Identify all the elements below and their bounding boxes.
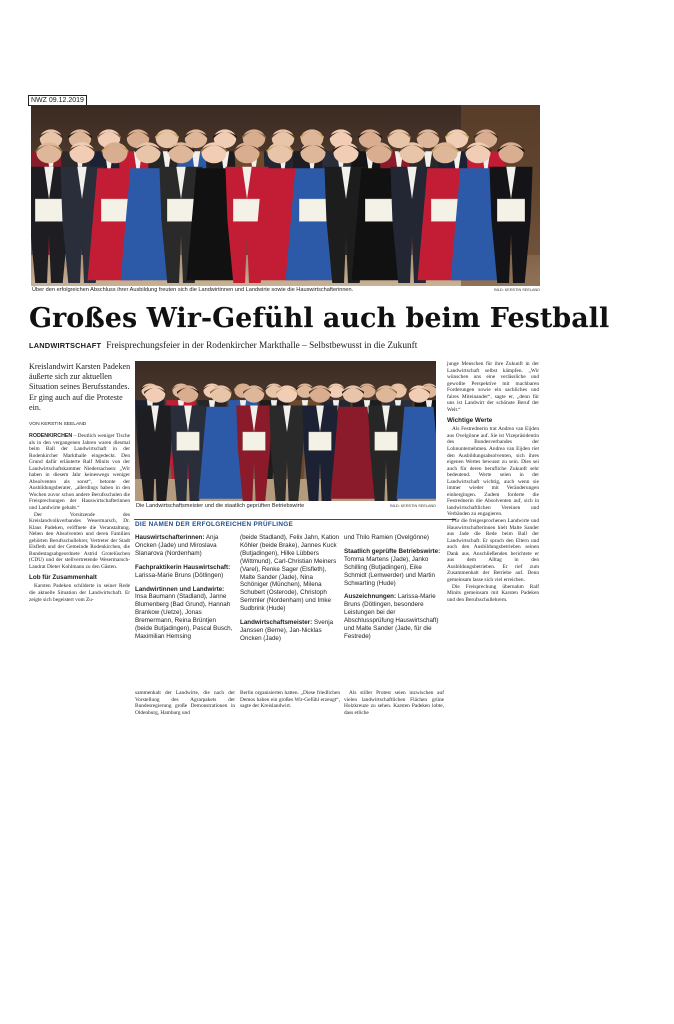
kicker-text: Freisprechungsfeier in der Rodenkircher Markthalle – Selbstbewusst in die Zukunft (106, 341, 418, 351)
kicker (29, 340, 549, 352)
names-label: Landwirtschaftsmeister: (240, 619, 313, 627)
paragraph: Berlin organisierten hatten. „Diese friedlichen Demos haben ein großes Wir-Gefühl erzeugt“, sagte der Kreislandwirt. (240, 690, 340, 710)
names-text: Tomma Martens (Jade), Janko Schilling (Butjadingen), Eike Schmidt (Lemwerder) und Martin Schwarting (Hude) (344, 555, 436, 587)
middle-photo-caption: Die Landwirtschaftsmeister und die staatlich geprüften Betriebswirte (136, 503, 305, 509)
names-group (135, 534, 235, 558)
middle-photo-credit: BILD: KERSTIN SEELAND (390, 504, 436, 508)
paragraph (29, 433, 130, 512)
top-photo-credit: BILD: KERSTIN SEELAND (494, 288, 540, 292)
author-line: VON KERSTIN SEELAND (29, 422, 87, 427)
names-text: Larissa-Marie Bruns (Dötlingen, besondere Leistungen bei der Abschlussprüfung Hauswirtschaft) und Malte Sander (Jade, für die Festrede) (344, 593, 439, 640)
article-column-2 (135, 690, 235, 716)
names-group (135, 564, 235, 580)
names-label: Staatlich geprüfte Betriebswirte: (344, 547, 441, 555)
subheading: Lob für Zusammenhalt (29, 574, 97, 582)
article-column-right (447, 361, 539, 603)
names-box-heading: DIE NAMEN DER ERFOLGREICHEN PRÜFLINGE (135, 521, 294, 528)
names-group (240, 619, 340, 643)
teaser: Kreislandwirt Karsten Padeken äußerte sich zur aktuellen Situation seines Berufsstandes. Er ging auch auf die Proteste ein. (29, 362, 131, 412)
group-photo-top (31, 105, 540, 286)
names-text: Insa Baumann (Stadland), Janne Blumenberg (Bad Grund), Hannah Brankow (Uetze), Jonas Bremermann, Reina Brüntjen (beide Butjadingen), Pascal Busch, Maximilian Hemsing (135, 593, 233, 640)
paragraph: Die Freisprechung übernahm Ralf Minits gemeinsam mit Karsten Padeken und den Berufsschullehrern. (447, 583, 539, 603)
names-group (240, 534, 340, 613)
group-photo-middle (135, 361, 436, 501)
names-group (344, 534, 444, 542)
paragraph: Als Festrednerin trat Andrea van Eijden aus Ovelgönne auf. Sie ist Vizepräsidentin des Bundesverbandes der Lohnunternehmen. Andrea van Eijden riet den Ausbildungsabsolventen, sich ihres eigenen Wertes bewusst zu sein. Dies sei auch für deren berufliche Zukunft sehr bedeutend. Werte seien in der Landwirtschaft wichtig, auch wenn sie immer wieder mit Veränderungen einhergingen. Zudem forderte die Festrednerin die Absolventen auf, sich in landwirtschaftlichen Vereinen und Verbänden zu engagieren. (447, 426, 539, 518)
names-label: Auszeichnungen: (344, 593, 397, 601)
paragraph: junge Menschen für ihre Zukunft in der Landwirtschaft selbst kämpfen. „Wir wünschen uns eine verlässliche und gewollte Perspektive mit machbaren Forderungen sowie ein sachliches und faires Miteinander“, sagte er, „denn für uns ist Landwirt der schönste Beruf der Welt.“ (447, 361, 539, 413)
dateline: RODENKIRCHEN (29, 433, 73, 439)
names-text: (beide Stadland), Felix Jahn, Kation Köhler (beide Brake), Jannes Kuck (Butjadingen), Hilke Lübbers (Wittmund), Carl-Christian Meiners (Varel), Renke Sager (Elsfleth), Malte Sander (Jade), Nina Schöniger (München), Milena Schubert (Osterode), Christoph Semmler (Nordenham) und Imke Sudbrink (Hude) (240, 534, 340, 613)
box-divider (134, 519, 456, 520)
article-column-1 (29, 433, 130, 603)
names-column-2 (240, 534, 340, 649)
paragraph-text: – Deutlich weniger Tische als in den vergangenen Jahren waren diesmal beim Ball der Landwirtschaft in der Rodenkircher Markthalle eingedeckt. Den Grund dafür erläuterte Ralf Minits von der Landwirtschaftskammer Niedersachsen: „Wir haben in diesem Jahr keineswegs weniger Absolventen als sonst“, betonte der Ausbildungsberater, „allerdings haben in den Wochen zuvor schon andere Berufsschulen die Freisprechungen der Hauswirtschafterinnen und Landwirte gehabt.“ (29, 433, 130, 512)
names-text: Larissa-Marie Bruns (Dötlingen) (135, 571, 224, 579)
names-text: Svenja Janssen (Berne), Jan-Nicklas Oncken (Jade) (240, 619, 334, 642)
names-text: und Thilo Ramien (Ovelgönne) (344, 534, 430, 541)
paragraph: sammenhalt der Landwirte, die nach der Vorstellung des Agrarpakets der Bundesregierung große Demonstrationen in Oldenburg, Hamburg und (135, 690, 235, 716)
article-column-3 (240, 690, 340, 710)
paragraph: Als stiller Protest seien inzwischen auf vielen landwirtschaftlichen Flächen grüne Holzkreuze zu sehen. Karsten Padeken lobte, dass etliche (344, 690, 444, 716)
names-column-3 (344, 534, 444, 647)
names-label: Hauswirtschafterinnen: (135, 534, 205, 541)
subheading: Wichtige Werte (447, 417, 493, 425)
group-photo-middle-graphic (135, 361, 436, 501)
names-label: Landwirtinnen und Landwirte: (135, 585, 225, 593)
names-group (344, 593, 444, 640)
names-text: Anja Oncken (Jade) und Miroslava Slanarova (Nordenham) (135, 534, 219, 557)
paragraph: Karsten Padeken schilderte in seiner Rede die aktuelle Situation der Landwirtschaft. Er zeigte sich begeistert vom Zu- (29, 583, 130, 603)
group-photo-graphic (31, 105, 540, 286)
names-label: Fachpraktikerin Hauswirtschaft: (135, 563, 231, 571)
paragraph: Der Vorsitzende des Kreislandvolkverbandes Wesermarsch, Dr. Klaus Padeken, eröffnete die Veranstaltung. Neben den Absolventen und deren Familien gehörten Berufsschullehrer, Vertreter der Stadt Elsfleth und der Gemeinde Rodenkirchen, die Bundestagsabgeordnete Astrid Grotelüschen (CDU) und der stellvertretende Wesermarsch-Landrat Dieter Kohlmann zu den Gästen. (29, 511, 130, 570)
names-group (135, 586, 235, 641)
top-photo-caption: Über den erfolgreichen Abschluss ihrer Ausbildung freuten sich die Landwirtinnen und Landwirte sowie die Hauswirtschafterinnen. (32, 287, 354, 293)
date-tag: NWZ 09.12.2019 (28, 95, 87, 106)
kicker-keyword: LANDWIRTSCHAFT (29, 341, 102, 350)
article-column-4 (344, 690, 444, 716)
headline: Großes Wir-Gefühl auch beim Festball (29, 303, 610, 334)
paragraph: Für die freigesprochenen Landwirte und Hauswirtschafterinnen hielt Malte Sander aus Jade die Rede beim Ball der Landwirtschaft. Er sprach den Eltern und auch den Ausbildungsbetrieben seinen Dank aus. Anschließenden berichtete er aus dem Alltag in den Ausbildungsbetrieben. Er rief zum Zusammenhalt der Betriebe auf. Denn gemeinsam lasse sich viel erreichen. (447, 518, 539, 583)
names-column-1 (135, 534, 235, 647)
names-group (344, 548, 444, 588)
